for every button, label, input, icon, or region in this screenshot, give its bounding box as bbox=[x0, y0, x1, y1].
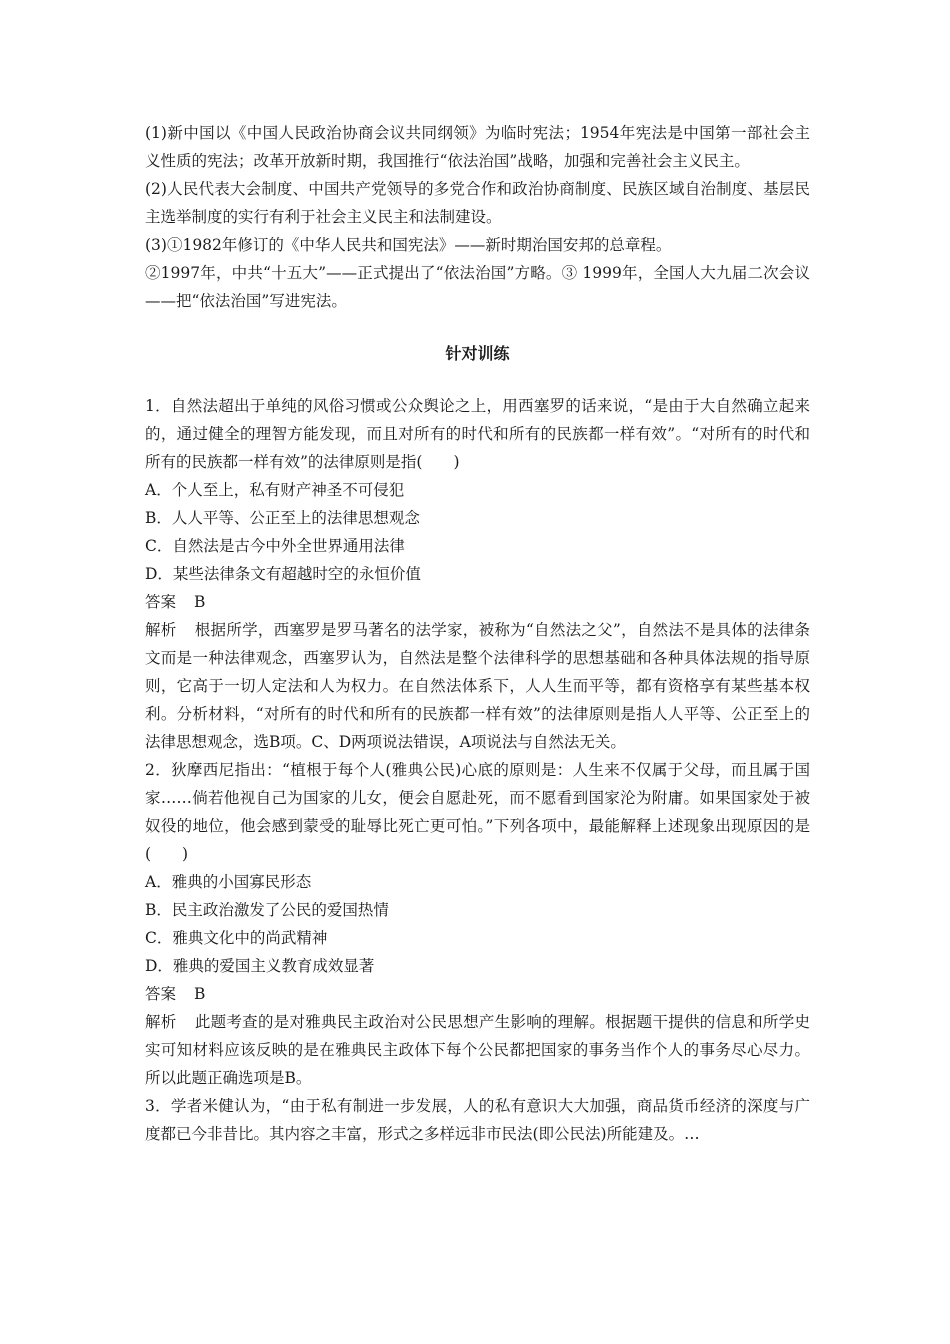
intro-paragraph-1: (1)新中国以《中国人民政治协商会议共同纲领》为临时宪法；1954年宪法是中国第一部社会主义性质的宪法；改革开放新时期，我国推行“依法治国”战略，加强和完善社会主义民主。 bbox=[145, 124, 810, 170]
option-a: A．雅典的小国寡民形态 bbox=[145, 873, 312, 891]
analysis-text: 此题考查的是对雅典民主政治对公民思想产生影响的理解。根据题干提供的信息和所学史实可知材料应该反映的是在雅典民主政体下每个公民都把国家的事务当作个人的事务尽心尽力。所以此题正确选项是B。 bbox=[145, 1013, 810, 1087]
option-a: A．个人至上，私有财产神圣不可侵犯 bbox=[145, 481, 405, 499]
section-title: 针对训练 bbox=[445, 344, 510, 363]
question-stem: 1．自然法超出于单纯的风俗习惯或公众舆论之上，用西塞罗的话来说，“是由于大自然确立起来的，通过健全的理智方能发现，而且对所有的时代和所有的民族都一样有效”。“对所有的时代和所有的民族都一样有效”的法律原则是指( ) bbox=[145, 397, 810, 471]
question-stem: 2．狄摩西尼指出：“植根于每个人(雅典公民)心底的原则是：人生来不仅属于父母，而且属于国家……倘若他视自己为国家的儿女，便会自愿赴死，而不愿看到国家沦为附庸。如果国家处于被奴役的地位，他会感到蒙受的耻辱比死亡更可怕。”下列各项中，最能解释上述现象出现原因的是( ) bbox=[145, 761, 810, 863]
answer-line bbox=[145, 980, 810, 1008]
option-c: C．自然法是古今中外全世界通用法律 bbox=[145, 537, 405, 555]
question-stem: 3．学者米健认为，“由于私有制进一步发展，人的私有意识大大加强，商品货币经济的深度与广度都已今非昔比。其内容之丰富，形式之多样远非市民法(即公民法)所能建及。… bbox=[145, 1097, 810, 1143]
analysis-label: 解析 bbox=[145, 621, 177, 639]
intro-paragraph-4: ②1997年，中共“十五大”——正式提出了“依法治国”方略。③ 1999年，全国人大九届二次会议——把“依法治国”写进宪法。 bbox=[145, 264, 810, 310]
option-d: D．某些法律条文有超越时空的永恒价值 bbox=[145, 565, 421, 583]
option-d: D．雅典的爱国主义教育成效显著 bbox=[145, 957, 375, 975]
analysis-paragraph bbox=[145, 616, 810, 756]
intro-paragraph-3: (3)①1982年修订的《中华人民共和国宪法》——新时期治国安邦的总章程。 bbox=[145, 236, 672, 254]
answer-label: 答案 bbox=[145, 593, 177, 611]
option-b: B．人人平等、公正至上的法律思想观念 bbox=[145, 509, 420, 527]
question-1 bbox=[145, 392, 810, 756]
answer-value: B bbox=[194, 985, 206, 1003]
intro-paragraph-2: (2)人民代表大会制度、中国共产党领导的多党合作和政治协商制度、民族区域自治制度、基层民主选举制度的实行有利于社会主义民主和法制建设。 bbox=[145, 180, 810, 226]
answer-value: B bbox=[194, 593, 206, 611]
analysis-text: 根据所学，西塞罗是罗马著名的法学家，被称为“自然法之父”，自然法不是具体的法律条文而是一种法律观念，西塞罗认为，自然法是整个法律科学的思想基础和各种具体法规的指导原则，它高于一切人定法和人为权力。在自然法体系下，人人生而平等，都有资格享有某些基本权利。分析材料，“对所有的时代和所有的民族都一样有效”的法律原则是指人人平等、公正至上的法律思想观念，选B项。C、D两项说法错误，A项说法与自然法无关。 bbox=[145, 621, 810, 751]
question-2 bbox=[145, 756, 810, 1092]
option-c: C．雅典文化中的尚武精神 bbox=[145, 929, 328, 947]
option-b: B．民主政治激发了公民的爱国热情 bbox=[145, 901, 389, 919]
question-3 bbox=[145, 1092, 810, 1148]
answer-label: 答案 bbox=[145, 985, 177, 1003]
answer-line bbox=[145, 588, 810, 616]
analysis-paragraph bbox=[145, 1008, 810, 1092]
analysis-label: 解析 bbox=[145, 1013, 177, 1031]
page-content bbox=[145, 119, 810, 1148]
